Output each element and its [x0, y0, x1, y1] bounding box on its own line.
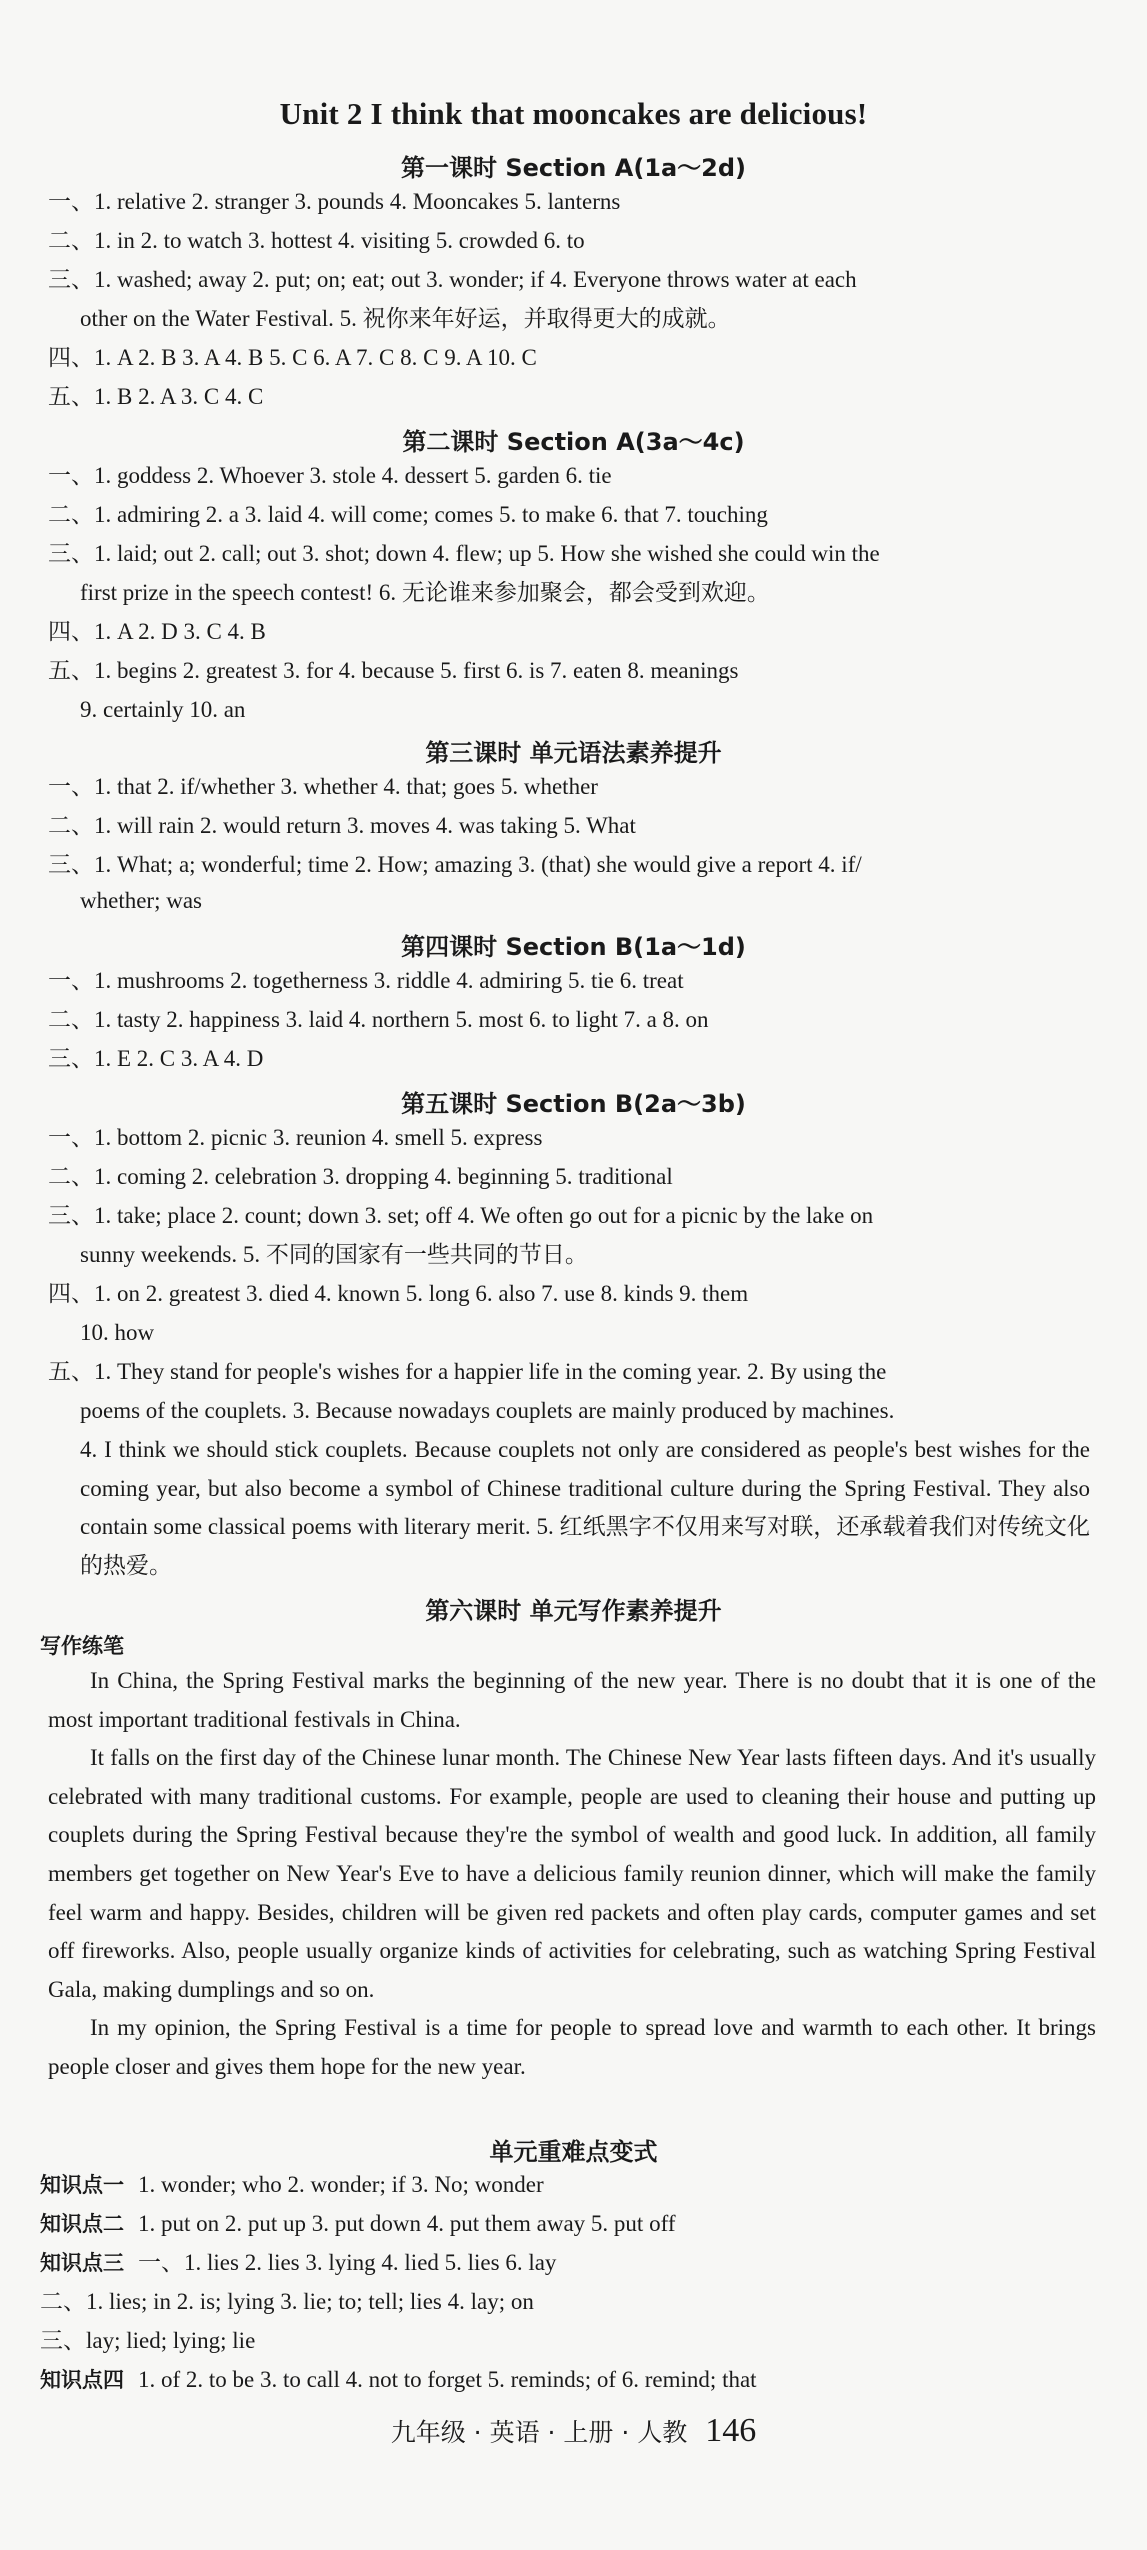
knowledge-point-answers: 一、1. lies 2. lies 3. lying 4. lied 5. lies 6. lay [138, 2250, 557, 2275]
answer-line: 二、1. tasty 2. happiness 3. laid 4. northern 5. most 6. to light 7. a 8. on [48, 1007, 709, 1032]
page-number: 146 [705, 2412, 757, 2449]
answer-line: 二、1. lies; in 2. is; lying 3. lie; to; tell; lies 4. lay; on [40, 2289, 534, 2314]
essay-paragraph: In China, the Spring Festival marks the beginning of the new year. There is no doubt that it is one of the most important traditional festivals in China. [48, 1668, 1096, 1732]
answer-line: sunny weekends. 5. 不同的国家有一些共同的节日。 [80, 1242, 588, 1267]
answer-line: first prize in the speech contest! 6. 无论谁来参加聚会，都会受到欢迎。 [80, 580, 770, 605]
knowledge-point-answers: 1. of 2. to be 3. to call 4. not to forget 5. reminds; of 6. remind; that [138, 2367, 757, 2392]
section-heading: 单元重难点变式 [489, 2138, 658, 2166]
knowledge-point-label: 知识点一 [40, 2173, 124, 2197]
section-heading: 第四课时 Section B(1a～1d) [401, 933, 746, 961]
answer-line: 四、1. on 2. greatest 3. died 4. known 5. long 6. also 7. use 8. kinds 9. them [48, 1281, 749, 1306]
page-footer [0, 2412, 1147, 2450]
knowledge-point-label: 知识点三 [40, 2251, 124, 2275]
answer-line: other on the Water Festival. 5. 祝你来年好运，并取得更大的成就。 [80, 306, 731, 331]
answer-line: 四、1. A 2. D 3. C 4. B [48, 619, 266, 644]
essay-paragraph: In my opinion, the Spring Festival is a time for people to spread love and warmth to each other. It brings people closer and gives them hope for the new year. [48, 2015, 1096, 2079]
answer-line: 四、1. A 2. B 3. A 4. B 5. C 6. A 7. C 8. C 9. A 10. C [48, 345, 537, 370]
knowledge-point-label: 知识点四 [40, 2368, 124, 2392]
knowledge-point-row [40, 2248, 556, 2278]
knowledge-point-row [40, 2170, 544, 2200]
answer-line: 一、1. mushrooms 2. togetherness 3. riddle 4. admiring 5. tie 6. treat [48, 968, 684, 993]
answer-line: 9. certainly 10. an [80, 697, 246, 722]
answer-line: 二、1. coming 2. celebration 3. dropping 4. beginning 5. traditional [48, 1164, 673, 1189]
answer-line: 三、1. take; place 2. count; down 3. set; off 4. We often go out for a picnic by the lake on [48, 1203, 874, 1228]
section-heading: 第三课时 单元语法素养提升 [425, 739, 722, 767]
section-heading: 第六课时 单元写作素养提升 [425, 1597, 722, 1625]
knowledge-point-label: 知识点二 [40, 2212, 124, 2236]
answer-line: 五、1. B 2. A 3. C 4. C [48, 384, 264, 409]
answer-line: 三、1. What; a; wonderful; time 2. How; amazing 3. (that) she would give a report 4. if/ [48, 852, 862, 877]
answer-line: 三、1. E 2. C 3. A 4. D [48, 1046, 264, 1071]
answer-line: 二、1. will rain 2. would return 3. moves 4. was taking 5. What [48, 813, 636, 838]
answer-line: whether; was [80, 888, 202, 913]
page-title: Unit 2 I think that mooncakes are delicious! [279, 96, 868, 131]
section-heading: 第五课时 Section B(2a～3b) [401, 1090, 746, 1118]
knowledge-point-answers: 1. put on 2. put up 3. put down 4. put them away 5. put off [138, 2211, 676, 2236]
answer-line: 10. how [80, 1320, 155, 1345]
knowledge-point-row [40, 2365, 757, 2395]
answer-line: 二、1. in 2. to watch 3. hottest 4. visiting 5. crowded 6. to [48, 228, 585, 253]
writing-essay [48, 1662, 1096, 2087]
answer-line: 五、1. begins 2. greatest 3. for 4. because 5. first 6. is 7. eaten 8. meanings [48, 658, 739, 683]
knowledge-point-answers: 1. wonder; who 2. wonder; if 3. No; wonder [138, 2172, 544, 2197]
answer-line: 三、lay; lied; lying; lie [40, 2328, 256, 2353]
answer-line: 三、1. washed; away 2. put; on; eat; out 3. wonder; if 4. Everyone throws water at each [48, 267, 857, 292]
answer-line: 五、1. They stand for people's wishes for a happier life in the coming year. 2. By using the [48, 1359, 887, 1384]
answer-line: 一、1. bottom 2. picnic 3. reunion 4. smell 5. express [48, 1125, 543, 1150]
section-heading: 第二课时 Section A(3a～4c) [402, 428, 745, 456]
essay-paragraph: It falls on the first day of the Chinese lunar month. The Chinese New Year lasts fifteen days. And it's usually celebrated with many traditional customs. For example, people are used to cleaning their house and putting up couplets during the Spring Festival because they're the symbol of wealth and good luck. In addition, all family members get together on New Year's Eve to have a delicious family reunion dinner, which will make the family feel warm and happy. Besides, children will be given red packets and often play cards, computer games and set off fireworks. Also, people usually organize kinds of activities for celebrating, such as watching Spring Festival Gala, making dumplings and so on. [48, 1745, 1096, 2002]
book-info: 九年级 · 英语 · 上册 · 人教 [390, 2418, 688, 2447]
answer-line: 三、1. laid; out 2. call; out 3. shot; down 4. flew; up 5. How she wished she could win the [48, 541, 880, 566]
answer-line: 一、1. that 2. if/whether 3. whether 4. that; goes 5. whether [48, 774, 598, 799]
answer-line: 二、1. admiring 2. a 3. laid 4. will come; comes 5. to make 6. that 7. touching [48, 502, 768, 527]
knowledge-point-row [40, 2209, 675, 2239]
answer-line: 一、1. relative 2. stranger 3. pounds 4. Mooncakes 5. lanterns [48, 189, 621, 214]
answer-line: poems of the couplets. 3. Because nowadays couplets are mainly produced by machines. [80, 1398, 895, 1423]
answer-paragraph: 4. I think we should stick couplets. Because couplets not only are considered as people's best wishes for the coming year, but also become a symbol of Chinese traditional culture during the Spring Festival. They also contain some classical poems with literary merit. 5. 红纸黑字不仅用来写对联，还承载着我们对传统文化的热爱。 [80, 1437, 1090, 1578]
section-heading: 第一课时 Section A(1a～2d) [400, 154, 747, 182]
writing-label: 写作练笔 [40, 1634, 124, 1658]
answer-line: 一、1. goddess 2. Whoever 3. stole 4. dessert 5. garden 6. tie [48, 463, 612, 488]
